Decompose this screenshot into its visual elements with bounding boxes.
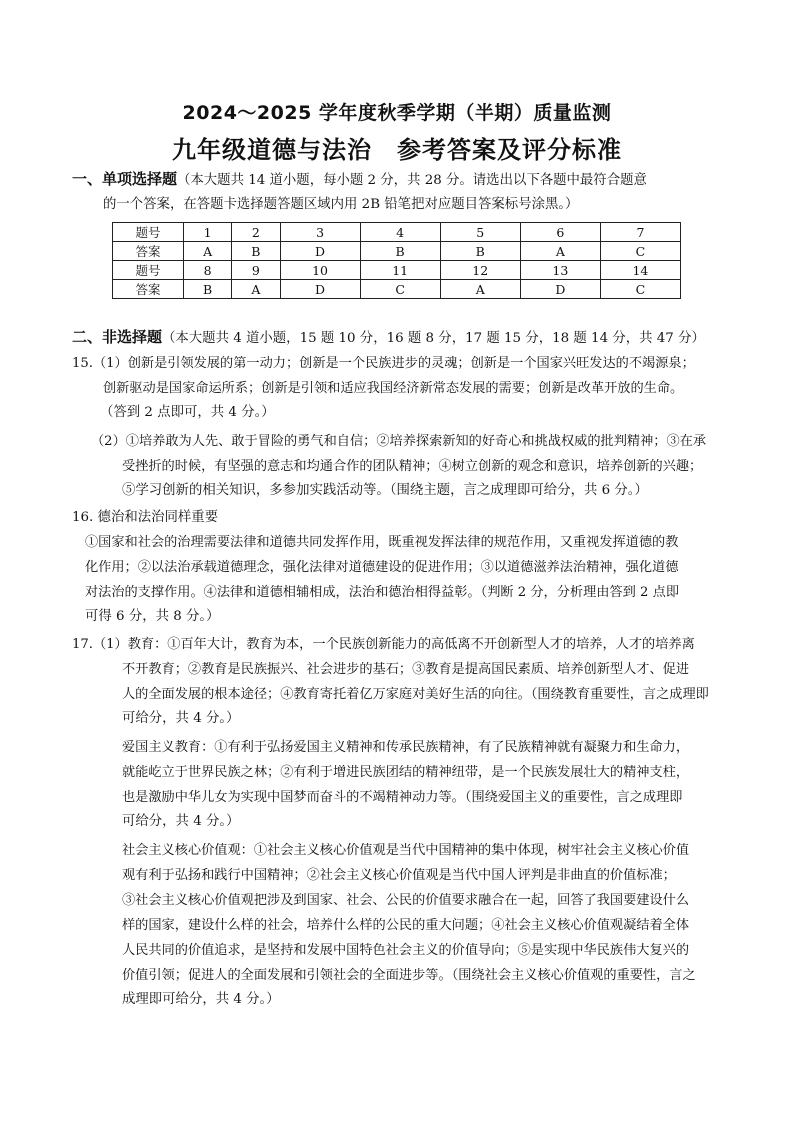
answer-table-cell: C <box>360 280 440 299</box>
q17-line-11: ③社会主义核心价值观把涉及到国家、社会、公民的价值要求融合在一起，回答了我国要建设什么 <box>122 893 690 908</box>
q15-line-4: （2）①培养敢为人先、敢于冒险的勇气和自信；②培养探索新知的好奇心和挑战权威的批判精神；③在承 <box>91 434 707 449</box>
q17-line-12: 样的国家，建设什么样的社会，培养什么样的公民的重大问题；④社会主义核心价值观凝结着全体 <box>122 918 690 933</box>
answer-table-cell: 6 <box>520 223 600 242</box>
answer-table-cell: B <box>184 280 232 299</box>
q17-line-13: 人民共同的价值追求，是坚持和发展中国特色社会主义的价值导向；⑤是实现中华民族伟大复兴的 <box>122 943 690 958</box>
q15-line-3: （答到 2 点即可，共 4 分。） <box>100 405 275 420</box>
q15-line-2: 创新驱动是国家命运所系；创新是引领和适应我国经济新常态发展的需要；创新是改革开放的生命。 <box>103 381 684 396</box>
q16-line-4: 对法治的支撑作用。④法律和道德相辅相成，法治和德治相得益彰。（判断 2 分，分析理由答到 2 点即 <box>85 585 680 600</box>
section2-line <box>72 328 705 348</box>
section1-heading: 一、单项选择题 <box>72 170 178 188</box>
answer-table-cell: C <box>600 280 680 299</box>
answer-table-cell: 9 <box>232 261 280 280</box>
answer-table-cell: 10 <box>280 261 360 280</box>
q16-line-3: 化作用；②以法治承载道德理念，强化法律对道德建设的促进作用；③以道德滋养法治精神，强化道德 <box>85 560 679 575</box>
answer-table-cell: C <box>600 242 680 261</box>
q17-line-5: 爱国主义教育：①有利于弘扬爱国主义精神和传承民族精神，有了民族精神就有凝聚力和生命力， <box>122 740 690 755</box>
answer-table-cell: 12 <box>440 261 520 280</box>
q15-line-1: 15.（1）创新是引领发展的第一动力；创新是一个民族进步的灵魂；创新是一个国家兴旺发达的不竭源泉； <box>72 356 695 371</box>
answer-table-cell: 11 <box>360 261 440 280</box>
answer-table-cell: D <box>280 280 360 299</box>
answer-table-cell: 4 <box>360 223 440 242</box>
answer-table-cell: 7 <box>600 223 680 242</box>
answer-table-cell: 5 <box>440 223 520 242</box>
answer-table-cell: A <box>520 242 600 261</box>
answer-table-row <box>113 223 681 242</box>
q17-line-1: 17.（1）教育：①百年大计，教育为本，一个民族创新能力的高低离不开创新型人才的培养，人才的培养离 <box>72 637 695 652</box>
q17-line-6: 就能屹立于世界民族之林；②有利于增进民族团结的精神纽带，是一个民族发展壮大的精神支柱， <box>122 765 690 780</box>
section2-desc: （本大题共 4 道小题，15 题 10 分，16 题 8 分，17 题 15 分，18 题 14 分，共 47 分） <box>162 331 705 346</box>
answer-table-row-label: 答案 <box>113 280 184 299</box>
answer-table-row <box>113 242 681 261</box>
q16-line-5: 可得 6 分，共 8 分。） <box>85 609 220 624</box>
q17-line-7: 也是激励中华儿女为实现中国梦而奋斗的不竭精神动力等。（围绕爱国主义的重要性，言之成理即 <box>122 790 683 805</box>
q17-line-15: 成理即可给分，共 4 分。） <box>122 992 280 1007</box>
q17-line-8: 可给分，共 4 分。） <box>122 814 240 829</box>
answer-table-cell: A <box>184 242 232 261</box>
answer-table-cell: 13 <box>520 261 600 280</box>
q17-line-9: 社会主义核心价值观：①社会主义核心价值观是当代中国精神的集中体现，树牢社会主义核心价值 <box>122 843 690 858</box>
exam-title: 2024～2025 学年度秋季学期（半期）质量监测 <box>182 102 612 124</box>
answer-table-cell: 8 <box>184 261 232 280</box>
answer-table-row-label: 题号 <box>113 223 184 242</box>
answer-table-row <box>113 261 681 280</box>
q17-line-3: 人的全面发展的根本途径；④教育寄托着亿万家庭对美好生活的向往。（围绕教育重要性，言之成理即 <box>122 687 709 702</box>
section1-desc-line2: 的一个答案，在答题卡选择题答题区域内用 2B 铅笔把对应题目答案标号涂黑。） <box>103 197 579 212</box>
answer-table-cell: D <box>280 242 360 261</box>
q17-line-4: 可给分，共 4 分。） <box>122 711 240 726</box>
answer-table-cell: A <box>440 280 520 299</box>
answer-table-row-label: 题号 <box>113 261 184 280</box>
answer-table-cell: 2 <box>232 223 280 242</box>
section1-desc: （本大题共 14 道小题，每小题 2 分，共 28 分。请选出以下各题中最符合题意 <box>177 173 647 188</box>
answer-table-cell: 1 <box>184 223 232 242</box>
section1-line1 <box>72 170 647 190</box>
q16-line-2: ①国家和社会的治理需要法律和道德共同发挥作用，既重视发挥法律的规范作用，又重视发挥道德的教 <box>85 535 679 550</box>
document-title: 九年级道德与法治 参考答案及评分标准 <box>172 136 622 164</box>
section2-heading: 二、非选择题 <box>72 328 163 346</box>
answer-table-cell: D <box>520 280 600 299</box>
q15-line-6: ⑤学习创新的相关知识，多参加实践活动等。（围绕主题，言之成理即可给分，共 6 分。） <box>122 483 648 498</box>
q17-line-2: 不开教育；②教育是民族振兴、社会进步的基石；③教育是提高国民素质、培养创新型人才、促进 <box>122 662 690 677</box>
answer-table-cell: B <box>360 242 440 261</box>
answer-table-cell: 3 <box>280 223 360 242</box>
answer-table-row-label: 答案 <box>113 242 184 261</box>
answer-table-cell: B <box>232 242 280 261</box>
q17-line-14: 价值引领；促进人的全面发展和引领社会的全面进步等。（围绕社会主义核心价值观的重要性，言之 <box>122 968 696 983</box>
q15-line-5: 受挫折的时候，有坚强的意志和均通合作的团队精神；④树立创新的观念和意识，培养创新的兴趣； <box>122 459 703 474</box>
q17-line-10: 观有利于弘扬和践行中国精神；②社会主义核心价值观是当代中国人评判是非曲直的价值标准； <box>122 868 676 883</box>
answer-table-row <box>113 280 681 299</box>
q16-line-1: 16. 德治和法治同样重要 <box>72 510 219 525</box>
answer-table-cell: B <box>440 242 520 261</box>
answer-table-cell: A <box>232 280 280 299</box>
answer-table-cell: 14 <box>600 261 680 280</box>
answer-table <box>112 222 681 299</box>
